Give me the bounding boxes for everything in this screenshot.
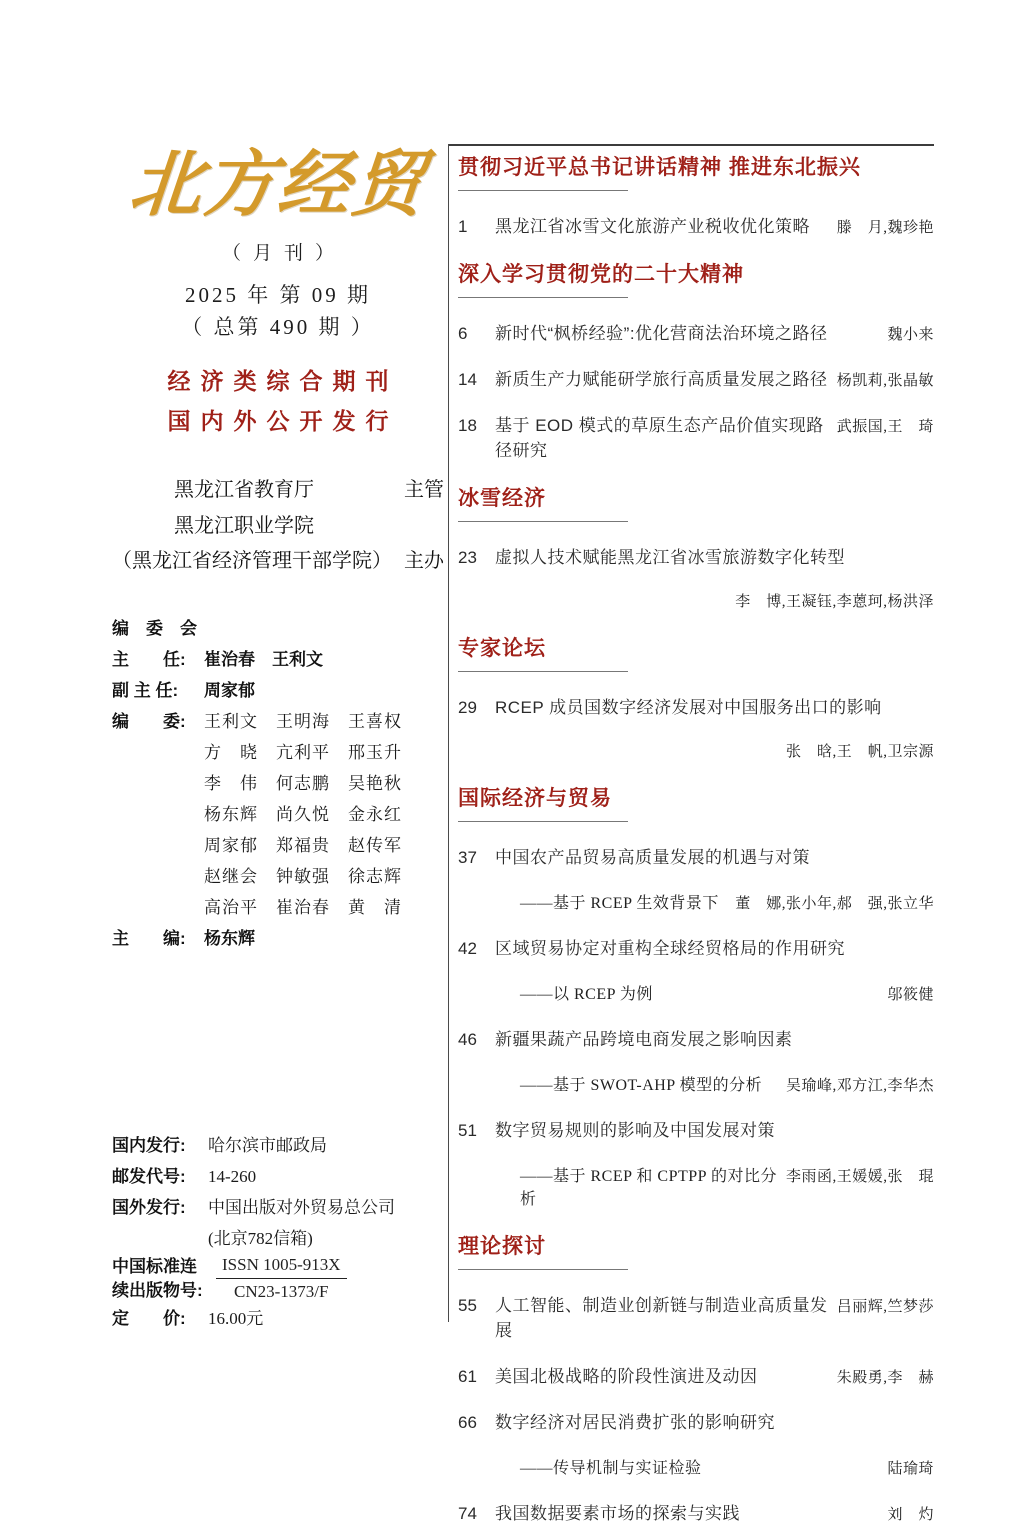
entry-page-number: 18	[458, 416, 477, 435]
editorial-board	[112, 613, 444, 954]
entry-title: 数字经济对居民消费扩张的影响研究	[495, 1413, 775, 1432]
standard-number-row	[112, 1254, 444, 1303]
heading-rule	[458, 821, 628, 822]
toc-section	[458, 261, 934, 461]
standard-number-label: 中国标准连 续出版物号:	[112, 1256, 203, 1300]
entry-authors: 陆瑜琦	[887, 1461, 934, 1477]
board-members-row	[112, 706, 444, 737]
supervisor-role: 主管	[404, 479, 444, 501]
journal-tagline-1: 经济类综合期刊	[167, 368, 399, 394]
board-members-row	[112, 768, 444, 799]
entry-page-number: 46	[458, 1030, 477, 1049]
toc-section	[458, 1233, 934, 1524]
entry-page-number: 6	[458, 324, 468, 343]
entry-title: 基于 EOD 模式的草原生态产品价值实现路径研究	[495, 416, 824, 460]
section-heading: 深入学习贯彻党的二十大精神	[458, 263, 744, 286]
supervisor-row	[112, 476, 444, 504]
entry-page-number: 37	[458, 848, 477, 867]
section-heading: 专家论坛	[458, 637, 546, 660]
toc-entry	[458, 411, 934, 461]
organizer-name-2: （黑龙江省经济管理干部学院）	[112, 550, 392, 572]
foreign-distribution-label: 国外发行:	[112, 1198, 186, 1217]
entry-page-number: 42	[458, 939, 477, 958]
domestic-distribution-value: 哈尔滨市邮政局	[208, 1136, 327, 1155]
toc-entry	[458, 1116, 934, 1141]
entry-title: 美国北极战略的阶段性演进及动因	[495, 1367, 758, 1386]
journal-tagline-2: 国内外公开发行	[167, 408, 399, 434]
toc-entry	[458, 934, 934, 959]
toc-entry	[458, 693, 934, 718]
board-members-row	[112, 799, 444, 830]
entry-title: 黑龙江省冰雪文化旅游产业税收优化策略	[495, 217, 810, 236]
board-members-row	[112, 861, 444, 892]
postal-code-value: 14-260	[208, 1167, 257, 1186]
entry-subtitle: ——传导机制与实证检验	[520, 1460, 702, 1477]
director-label: 主 任:	[112, 650, 186, 669]
heading-rule	[458, 671, 628, 672]
director-names: 崔治春 王利文	[204, 650, 323, 669]
toc-entry	[458, 1362, 934, 1387]
entry-subtitle: ——基于 RCEP 和 CPTPP 的对比分析	[520, 1168, 777, 1208]
entry-authors: 邬筱健	[887, 987, 934, 1003]
deputy-director-names: 周家郁	[204, 681, 255, 700]
organizer-name-1: 黑龙江职业学院	[174, 515, 314, 537]
heading-rule	[458, 1269, 628, 1270]
price-row	[112, 1303, 444, 1334]
entry-subtitle: ——基于 RCEP 生效背景下	[520, 895, 719, 912]
toc-entry-subtitle-row	[458, 1072, 934, 1095]
domestic-distribution-label: 国内发行:	[112, 1136, 186, 1155]
publication-info	[112, 1130, 444, 1334]
heading-rule	[458, 297, 628, 298]
toc-entry	[458, 365, 934, 390]
foreign-distribution-row	[112, 1192, 444, 1223]
section-heading: 贯彻习近平总书记讲话精神 推进东北振兴	[458, 156, 861, 179]
entry-subtitle: ——基于 SWOT-AHP 模型的分析	[520, 1077, 763, 1094]
entry-title: 数字贸易规则的影响及中国发展对策	[495, 1121, 775, 1140]
toc-entry	[458, 212, 934, 237]
toc-entry	[458, 843, 934, 868]
deputy-director-label: 副 主 任:	[112, 681, 179, 700]
entry-title: 区域贸易协定对重构全球经贸格局的作用研究	[495, 939, 845, 958]
entry-authors: 刘 灼	[887, 1507, 934, 1523]
toc-entry	[458, 1291, 934, 1341]
organizer-role: 主办	[404, 550, 444, 572]
journal-frequency: （月刊）	[221, 243, 346, 264]
entry-page-number: 74	[458, 1504, 477, 1523]
chief-editor-label: 主 编:	[112, 929, 186, 948]
issue-year-number: 2025 年 第 09 期	[185, 283, 371, 307]
section-heading: 理论探讨	[458, 1235, 546, 1258]
toc-section	[458, 635, 934, 761]
board-title-row	[112, 613, 444, 644]
entry-title: 中国农产品贸易高质量发展的机遇与对策	[495, 848, 810, 867]
toc-entry	[458, 1408, 934, 1433]
members-label: 编 委:	[112, 712, 186, 731]
issn-number: ISSN 1005-913X	[216, 1254, 347, 1279]
issn-cn-stack	[216, 1254, 347, 1303]
toc-section	[458, 154, 934, 237]
organizer-row-2	[112, 547, 444, 575]
foreign-distribution-row-2	[112, 1223, 444, 1254]
board-members-row	[112, 830, 444, 861]
entry-title: 新疆果蔬产品跨境电商发展之影响因素	[495, 1030, 793, 1049]
section-heading: 冰雪经济	[458, 487, 546, 510]
cn-number: CN23-1373/F	[234, 1282, 329, 1301]
section-heading: 国际经济与贸易	[458, 787, 612, 810]
board-members-row	[112, 892, 444, 923]
entry-page-number: 51	[458, 1121, 477, 1140]
toc-entry-subtitle-row	[458, 1163, 934, 1209]
toc-entry	[458, 1025, 934, 1050]
toc-entry-subtitle-row	[458, 890, 934, 913]
toc-entry-subtitle-row	[458, 981, 934, 1004]
entry-title: 新质生产力赋能研学旅行高质量发展之路径	[495, 370, 828, 389]
entry-authors: 朱殿勇,李 赫	[836, 1370, 934, 1386]
entry-authors: 董 娜,张小年,郝 强,张立华	[735, 896, 934, 912]
entry-title: 我国数据要素市场的探索与实践	[495, 1504, 740, 1523]
entry-authors: 李 博,王凝钰,李蒽珂,杨洪泽	[735, 594, 934, 610]
entry-subtitle: ——以 RCEP 为例	[520, 986, 653, 1003]
entry-authors: 杨凯莉,张晶敏	[836, 373, 934, 389]
entry-title: 人工智能、制造业创新链与制造业高质量发展	[495, 1296, 828, 1340]
toc-section	[458, 485, 934, 611]
price-label: 定 价:	[112, 1309, 186, 1328]
entry-page-number: 29	[458, 698, 477, 717]
toc-entry-subtitle-row	[458, 1455, 934, 1478]
heading-rule	[458, 521, 628, 522]
chief-editor-row	[112, 923, 444, 954]
masthead-column	[112, 138, 444, 1338]
organizer-row-1	[112, 512, 444, 540]
entry-title: 新时代“枫桥经验”:优化营商法治环境之路径	[495, 324, 828, 343]
entry-authors: 武振国,王 琦	[836, 419, 934, 435]
entry-authors: 李雨函,王媛媛,张 琨	[785, 1169, 934, 1185]
column-divider	[448, 144, 449, 1322]
entry-title: RCEP 成员国数字经济发展对中国服务出口的影响	[495, 698, 882, 717]
member-names: 高治平 崔治春 黄 清	[204, 898, 402, 917]
entry-page-number: 23	[458, 548, 477, 567]
issue-cumulative-number: （ 总第 490 期 ）	[181, 315, 375, 339]
entry-page-number: 1	[458, 217, 468, 236]
entry-page-number: 61	[458, 1367, 477, 1386]
entry-page-number: 66	[458, 1413, 477, 1432]
table-of-contents	[458, 152, 934, 1524]
member-names: 李 伟 何志鹏 吴艳秋	[204, 774, 402, 793]
toc-section	[458, 785, 934, 1209]
foreign-distribution-value: 中国出版对外贸易总公司	[208, 1198, 395, 1217]
foreign-distribution-mailbox: (北京782信箱)	[208, 1229, 313, 1248]
chief-editor-name: 杨东辉	[204, 929, 255, 948]
price-value: 16.00元	[208, 1309, 264, 1328]
toc-top-rule	[448, 144, 934, 146]
director-row	[112, 644, 444, 675]
deputy-director-row	[112, 675, 444, 706]
entry-title: 虚拟人技术赋能黑龙江省冰雪旅游数字化转型	[495, 548, 845, 567]
entry-authors: 魏小来	[887, 327, 934, 343]
entry-authors: 张 晗,王 帆,卫宗源	[785, 744, 934, 760]
heading-rule	[458, 190, 628, 191]
domestic-distribution-row	[112, 1130, 444, 1161]
postal-code-row	[112, 1161, 444, 1192]
entry-page-number: 55	[458, 1296, 477, 1315]
toc-entry	[458, 319, 934, 344]
member-names: 周家郁 郑福贵 赵传军	[204, 836, 402, 855]
journal-logo: 北方经贸	[126, 141, 430, 226]
entry-page-number: 14	[458, 370, 477, 389]
postal-code-label: 邮发代号:	[112, 1167, 186, 1186]
board-title: 编 委 会	[112, 619, 197, 638]
supervisor-name: 黑龙江省教育厅	[174, 479, 314, 501]
toc-entry	[458, 1499, 934, 1524]
board-members-row	[112, 737, 444, 768]
entry-authors: 吴瑜峰,邓方江,李华杰	[785, 1078, 934, 1094]
member-names: 王利文 王明海 王喜权	[204, 712, 402, 731]
member-names: 杨东辉 尚久悦 金永红	[204, 805, 402, 824]
toc-entry	[458, 543, 934, 568]
member-names: 方 晓 亢利平 邢玉升	[204, 743, 402, 762]
entry-authors: 吕丽辉,竺梦莎	[836, 1299, 934, 1315]
entry-authors: 滕 月,魏珍艳	[836, 220, 934, 236]
member-names: 赵继会 钟敏强 徐志辉	[204, 867, 402, 886]
